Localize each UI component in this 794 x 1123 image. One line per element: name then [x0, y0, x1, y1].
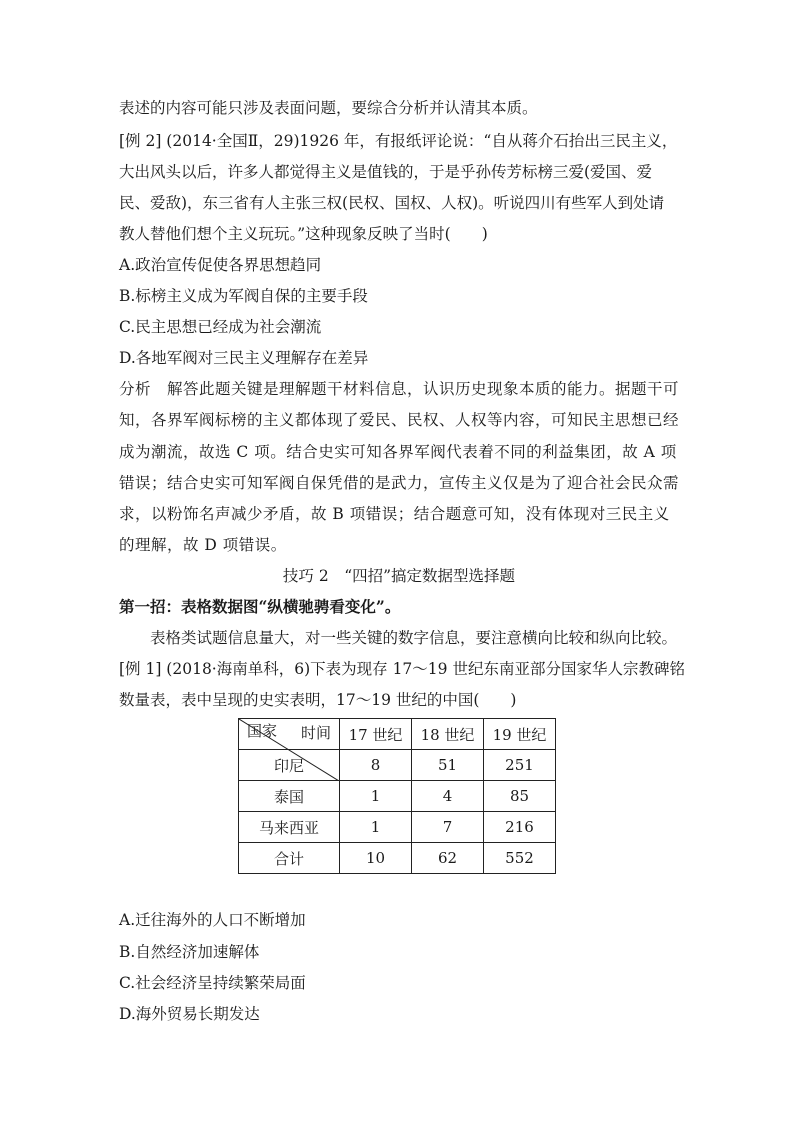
table-cell: 62: [412, 843, 484, 874]
diagonal-header-cell: [239, 719, 340, 750]
column-header: 19 世纪: [484, 719, 556, 750]
row-label: 泰国: [239, 781, 340, 812]
table-row: [239, 781, 556, 812]
table-cell: 251: [484, 750, 556, 781]
trick-1-heading: 第一招：表格数据图“纵横驰骋看变化”。: [119, 597, 401, 616]
inscription-table: [238, 718, 556, 874]
option-c: C.社会经济呈持续繁荣局面: [119, 974, 306, 992]
table-cell: 85: [484, 781, 556, 812]
table-cell: 10: [340, 843, 412, 874]
option-b: B.自然经济加速解体: [119, 943, 260, 961]
text-line: 教人替他们想个主义玩玩。”这种现象反映了当时( ): [119, 225, 488, 243]
header-time: 时间: [300, 724, 331, 742]
table-header-row: [239, 719, 556, 750]
table-cell: 1: [340, 781, 412, 812]
row-label: 合计: [239, 843, 340, 874]
example-2-stem: [例 2] (2014·全国Ⅱ，29)1926 年，有报纸评论说：“自从蒋介石抬出三民主义，: [119, 132, 678, 150]
table-row: [239, 812, 556, 843]
column-header: 18 世纪: [412, 719, 484, 750]
table-cell: 552: [484, 843, 556, 874]
header-country: 国家: [247, 722, 278, 740]
analysis-line: 分析 解答此题关键是理解题干材料信息，认识历史现象本质的能力。据题干可: [119, 380, 680, 398]
row-label: 马来西亚: [239, 812, 340, 843]
column-header: 17 世纪: [340, 719, 412, 750]
table-cell: 7: [412, 812, 484, 843]
example-1-stem: 数量表，表中呈现的史实表明，17～19 世纪的中国( ): [119, 691, 517, 709]
row-label: 印尼: [239, 750, 340, 781]
table-cell: 1: [340, 812, 412, 843]
option-d: D.海外贸易长期发达: [119, 1005, 260, 1023]
table-cell: 51: [412, 750, 484, 781]
option-a: A.政治宣传促使各界思想趋同: [119, 256, 322, 274]
text-line: 民、爱敌)，东三省有人主张三权(民权、国权、人权)。听说四川有些军人到处请: [119, 194, 665, 212]
analysis-line: 成为潮流，故选 C 项。结合史实可知各界军阀代表着不同的利益集团，故 A 项: [119, 443, 677, 461]
analysis-line: 错误；结合史实可知军阀自保凭借的是武力，宣传主义仅是为了迎合社会民众需: [119, 474, 680, 492]
option-d: D.各地军阀对三民主义理解存在差异: [119, 349, 369, 367]
analysis-line: 知，各界军阀标榜的主义都体现了爱民、民权、人权等内容，可知民主思想已经: [119, 411, 680, 429]
table-row: [239, 843, 556, 874]
table-cell: 216: [484, 812, 556, 843]
analysis-line: 的理解，故 D 项错误。: [119, 536, 287, 554]
option-b: B.标榜主义成为军阀自保的主要手段: [119, 287, 368, 305]
example-1-stem: [例 1] (2018·海南单科，6)下表为现存 17～19 世纪东南亚部分国家华人宗教碑铭: [119, 660, 685, 678]
table-cell: 8: [340, 750, 412, 781]
section-title: 技巧 2 “四招”搞定数据型选择题: [282, 567, 516, 585]
analysis-line: 求，以粉饰名声减少矛盾，故 B 项错误；结合题意可知，没有体现对三民主义: [119, 505, 670, 523]
option-a: A.迁往海外的人口不断增加: [119, 911, 306, 929]
option-c: C.民主思想已经成为社会潮流: [119, 318, 322, 336]
table-cell: 4: [412, 781, 484, 812]
text-line: 大出风头以后，许多人都觉得主义是值钱的，于是乎孙传芳标榜三爱(爱国、爱: [119, 163, 653, 181]
trick-1-text: 表格类试题信息量大，对一些关键的数字信息，要注意横向比较和纵向比较。: [150, 629, 678, 647]
text-line: 表述的内容可能只涉及表面问题，要综合分析并认清其本质。: [119, 99, 538, 117]
